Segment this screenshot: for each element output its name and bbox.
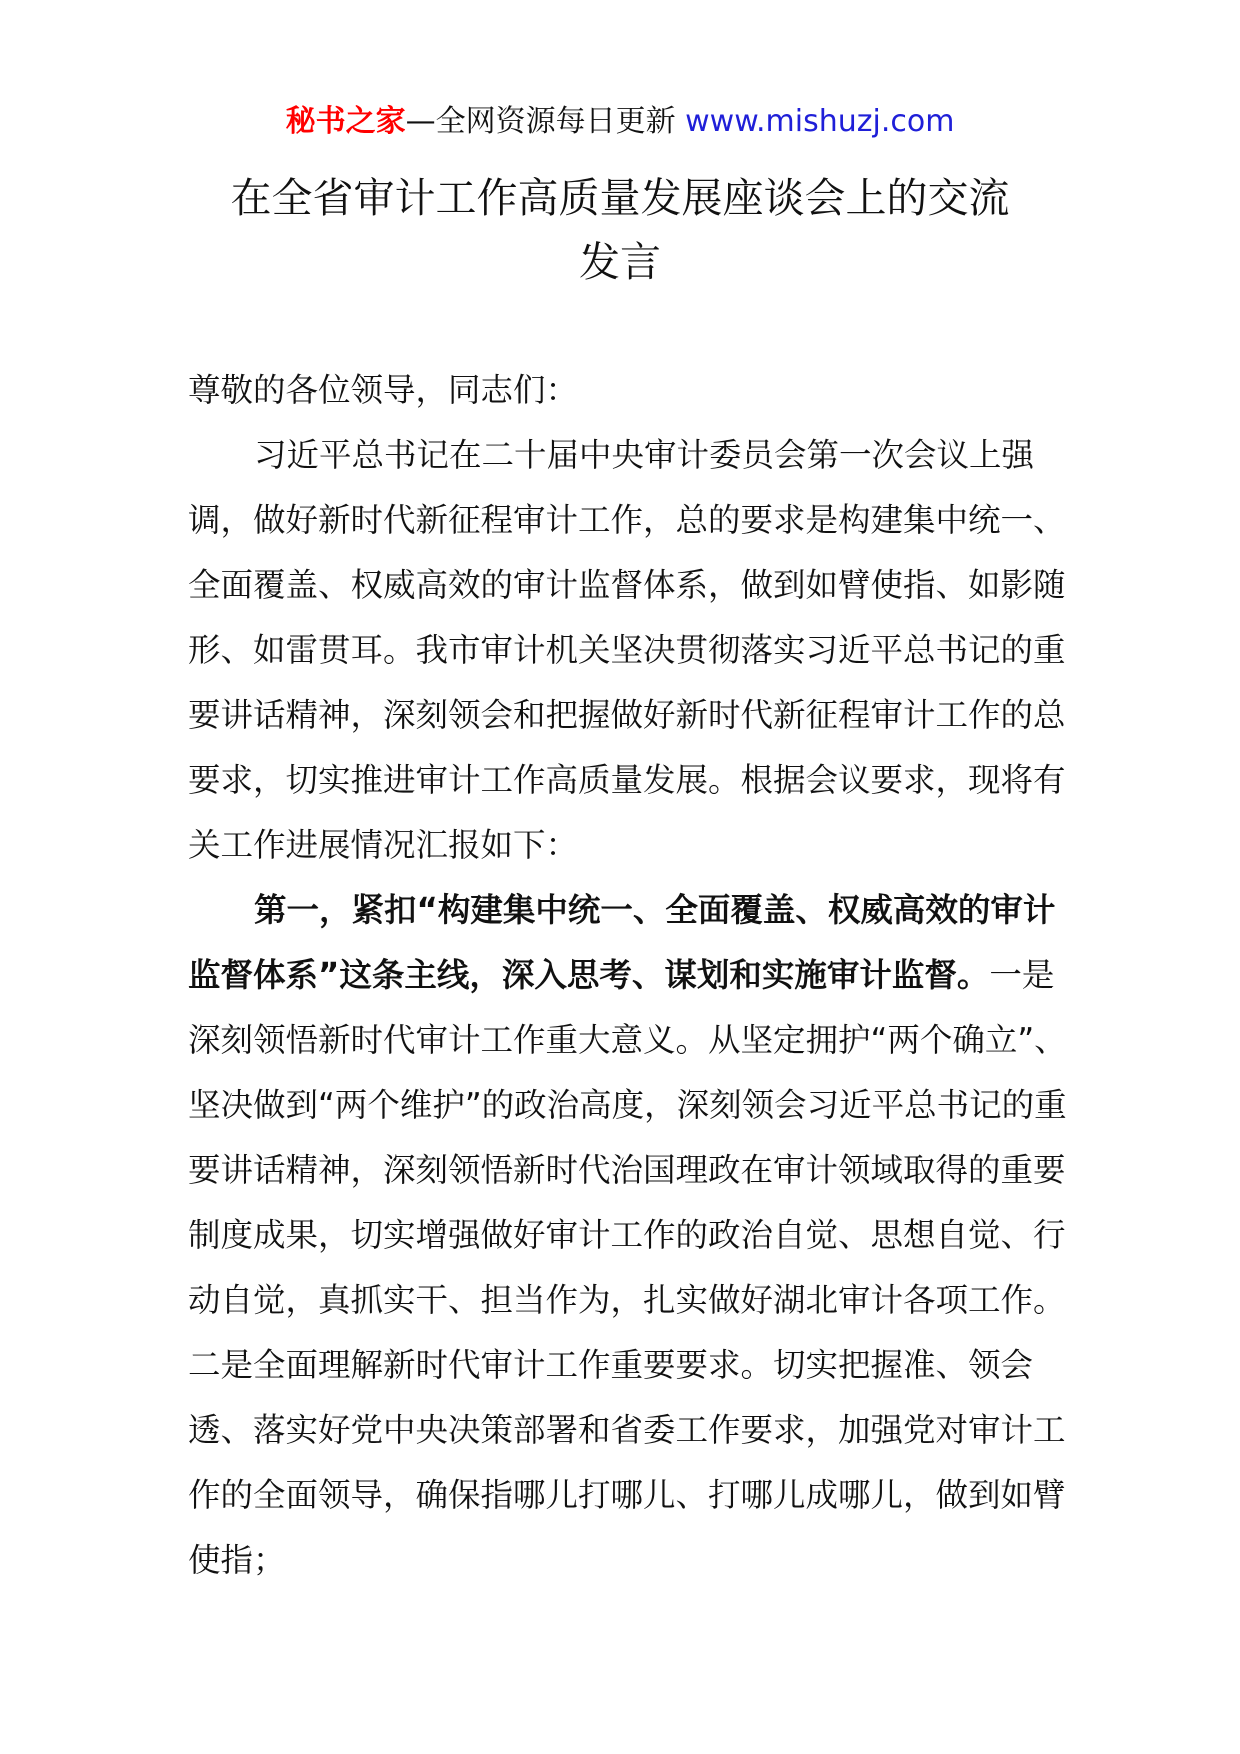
watermark-banner (0, 100, 1240, 144)
banner-brand: 秘书之家 (285, 104, 406, 139)
paragraph-1: 习近平总书记在二十届中央审计委员会第一次会议上强调，做好新时代新征程审计工作，总的要求是构建集中统一、全面覆盖、权威高效的审计监督体系，做到如臂使指、如影随形、如雷贯耳。我市审计机关坚决贯彻落实习近平总书记的重要讲话精神，深刻领会和把握做好新时代新征程审计工作的总要求，切实推进审计工作高质量发展。根据会议要求，现将有关工作进展情况汇报如下： (188, 436, 1066, 864)
salutation: 尊敬的各位领导，同志们： (188, 371, 579, 409)
banner-slogan: 全网资源每日更新 (435, 104, 676, 139)
title-line-2: 发言 (579, 238, 661, 286)
paragraph-2-lead: 第一，紧扣“构建集中统一、全面覆盖、权威高效的审计监督体系”这条主线，深入思考、谋划和实施审计监督。 (188, 891, 1056, 994)
paragraph-2-rest: 一是深刻领悟新时代审计工作重大意义。从坚定拥护“两个确立”、坚决做到“两个维护”的政治高度，深刻领会习近平总书记的重要讲话精神，深刻领悟新时代治国理政在审计领域取得的重要制度成果，切实增强做好审计工作的政治自觉、思想自觉、行动自觉，真抓实干、担当作为，扎实做好湖北审计各项工作。二是全面理解新时代审计工作重要要求。切实把握准、领会透、落实好党中央决策部署和省委工作要求，加强党对审计工作的全面领导，确保指哪儿打哪儿、打哪儿成哪儿，做到如臂使指； (188, 956, 1067, 1579)
banner-separator: — (405, 104, 436, 139)
document-body (188, 358, 1068, 1593)
title-line-1: 在全省审计工作高质量发展座谈会上的交流 (230, 174, 1010, 222)
banner-url: www.mishuzj.com (685, 104, 955, 139)
paragraph-2 (188, 878, 1068, 1593)
document-title (150, 166, 1090, 294)
